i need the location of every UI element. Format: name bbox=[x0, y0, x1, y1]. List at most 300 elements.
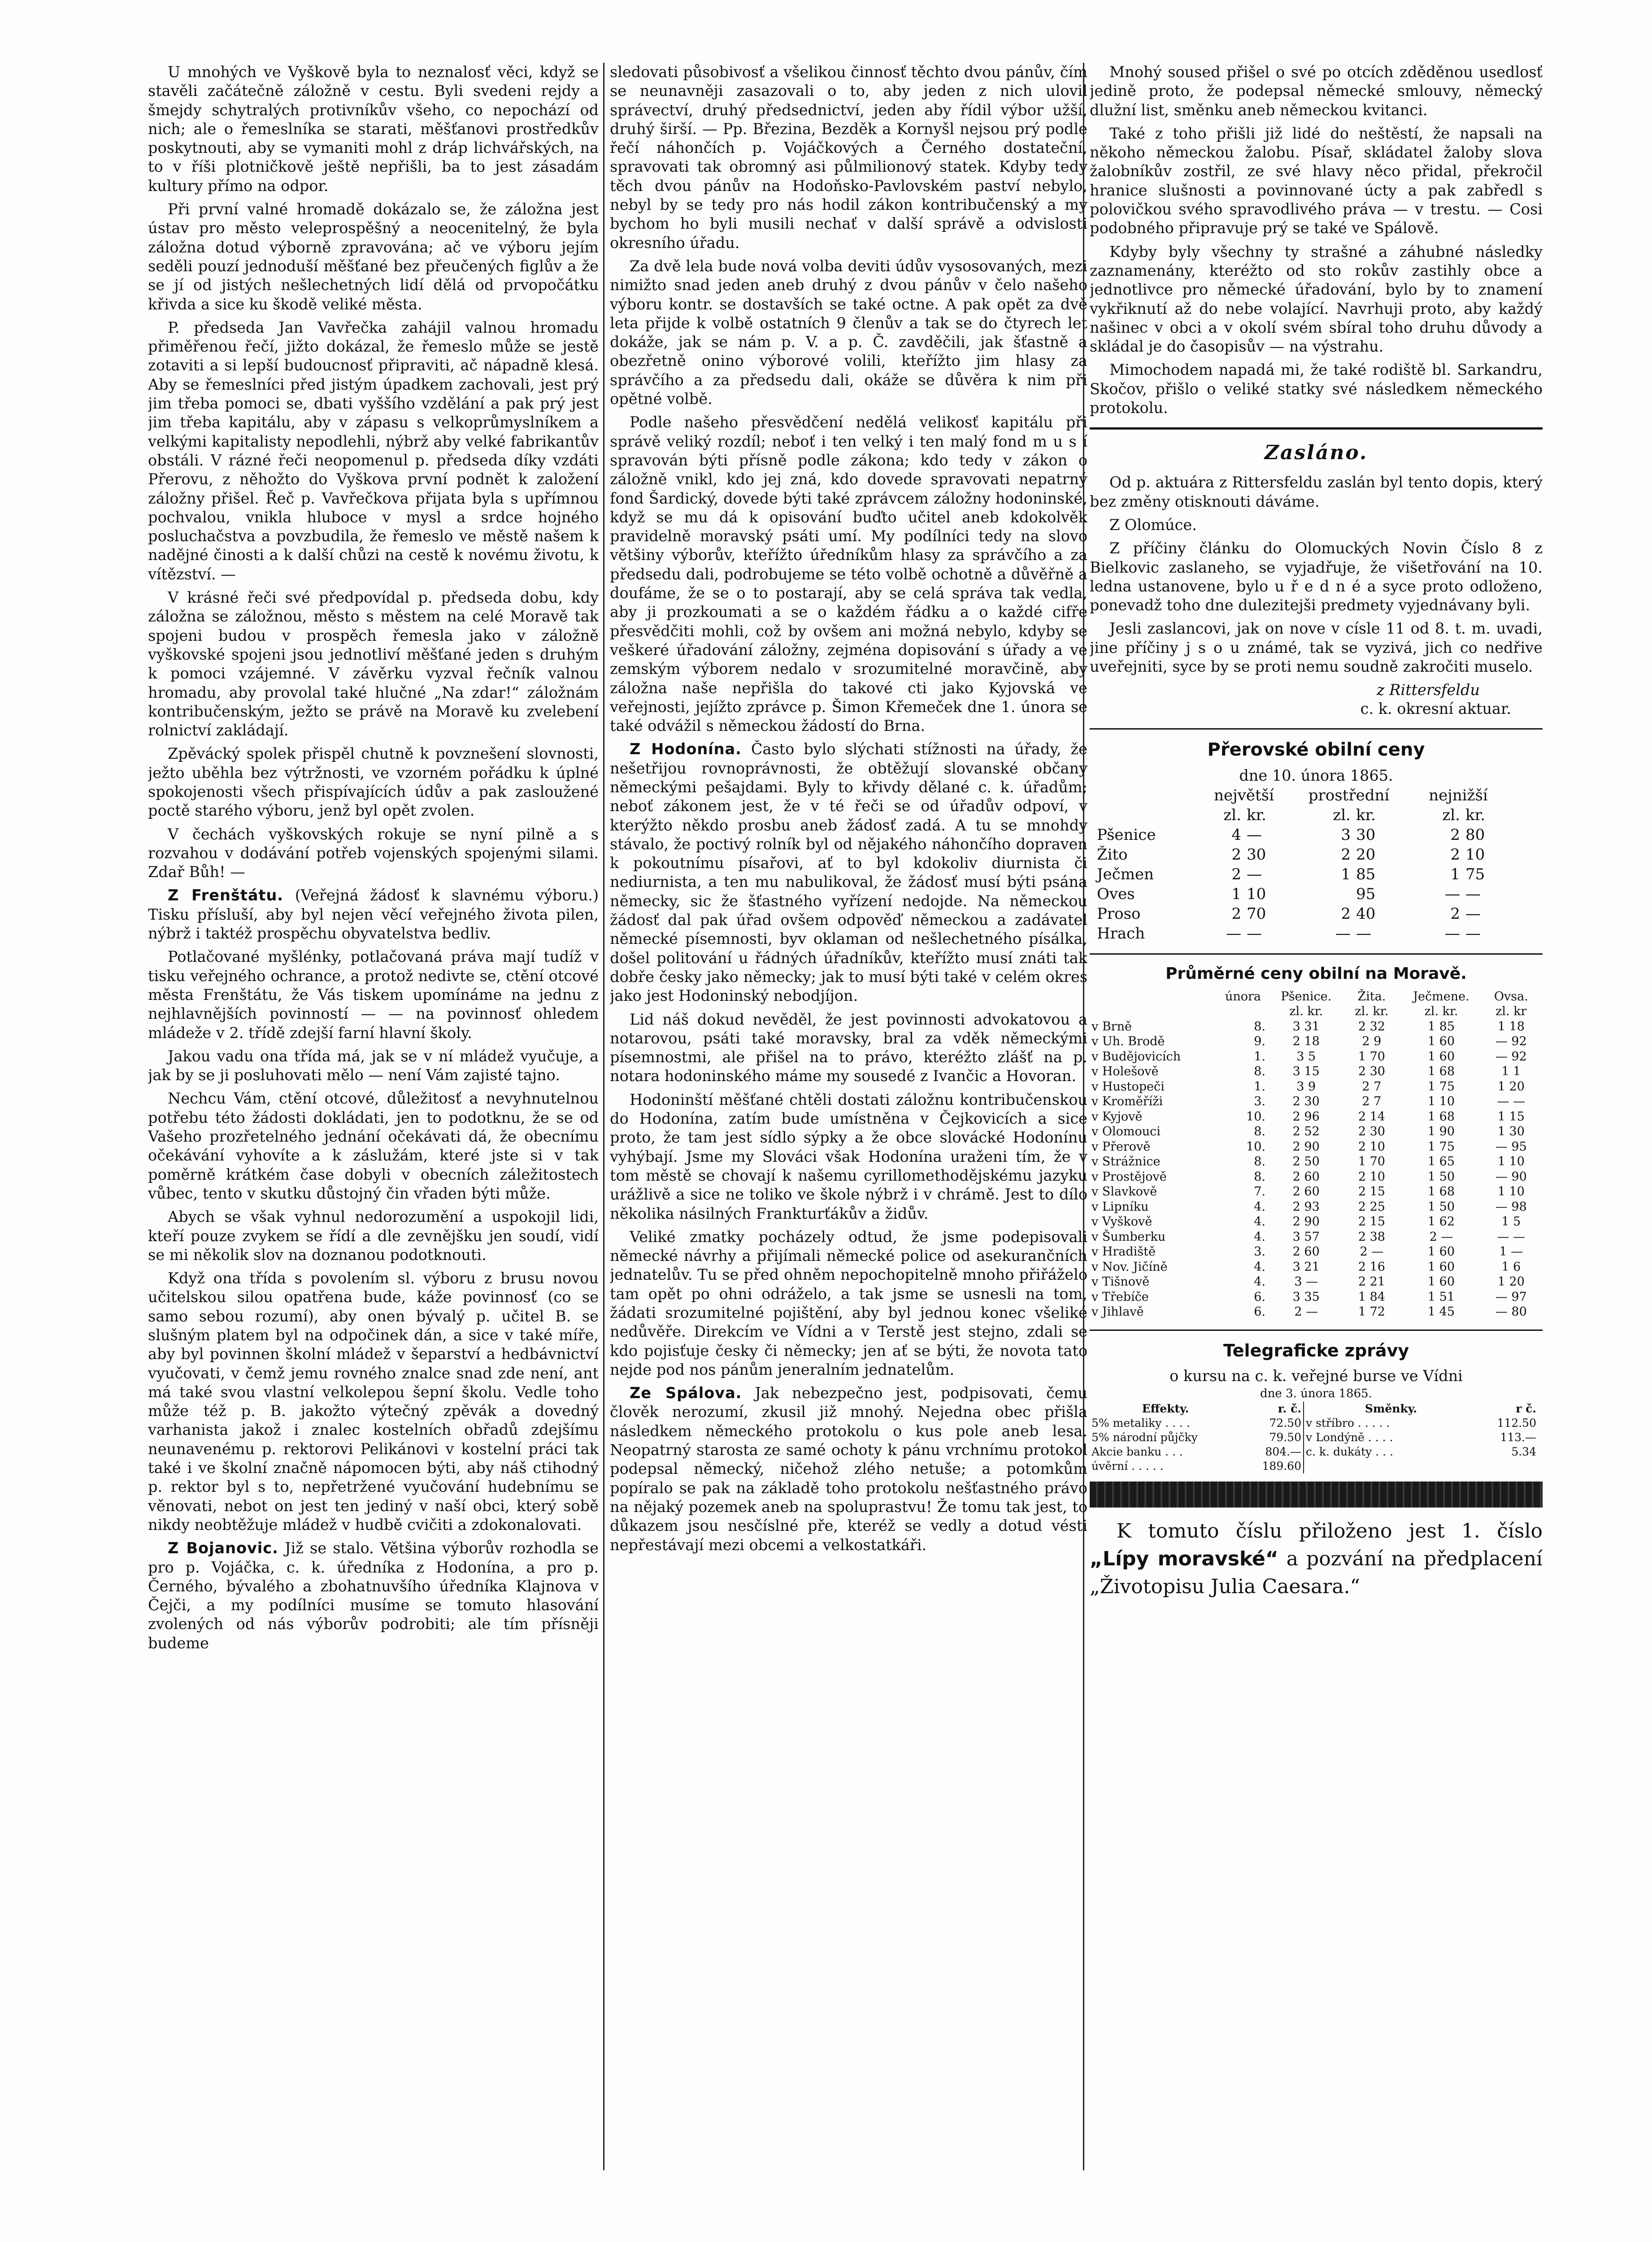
grain-cell: 2 bbox=[1450, 904, 1460, 923]
moravia-cell: 2 93 bbox=[1292, 1199, 1320, 1214]
table-row bbox=[1090, 1019, 1538, 1034]
moravia-town: v Hustopeči bbox=[1091, 1079, 1165, 1094]
paragraph-text: Kdyby byly všechny ty strašné a záhubné následky zaznamenány, kteréžto od sto rokův zastihly obce a jednotlivce pro německé úřadování, bylo by to znamení vykřiknutí až do nebe volající. Navrhuji proto, aby každý našinec v obci a v okolí svém sbíral toho druhu důvody a skládal je do časopisův — na výstrahu. bbox=[1090, 243, 1543, 356]
grain-unit: zl. bbox=[1333, 806, 1351, 824]
paragraph-text: sledovati působivosť a všelikou činnosť těchto dvou pánův, čím se neunavněji zasazovali o to, aby jeden z nich ulovil správectví, druhý předsednictví, jeden aby řídil výbor užší, druhý širší. — Pp. Březina, Bezděk a Kornyšl nejsou prý podle řečí náhončích p. Vojáčkových a Černého dostateční, spravovati tak obromný asi půlmilionový statek. Kdyby tedy těch dvou pánův na Hodoňsko-Pavlovském paství nebylo, nebyl by se tedy pro nás hodil zákon kontribučenský a my bychom ho byli musili nechať v další správě a odvislosti okresního úřadu. bbox=[610, 63, 1087, 252]
moravia-cell: 1 1 bbox=[1501, 1065, 1521, 1079]
moravia-cell: 1 85 bbox=[1427, 1019, 1455, 1034]
moravia-cell: 1 — bbox=[1499, 1245, 1523, 1259]
table-row bbox=[1090, 1094, 1538, 1109]
signature-name: z Rittersfeldu bbox=[1376, 681, 1480, 699]
column-middle bbox=[610, 63, 1087, 1559]
paragraph-text: Potlačované myšlénky, potlačovaná práva mají tudíž v tisku veřejného ochrance, a protož nedivte se, ctění otcové města Frenštátu, že Vás tiskem upomínáme na jednu z nejhlavnějších povinností — — na povinnosť ohledem mládeže v 2. třídě zdejší farní hlavní školy. bbox=[148, 948, 599, 1042]
paragraph bbox=[610, 1228, 1087, 1379]
paragraph-text: Podle našeho přesvědčení nedělá velikosť kapitálu při správě veliký rozdíl; neboť i ten velký i ten malý fond m u s í spravován býti přísně podle zákona; kdo tedy v zákon o záložně vnikl, kdo jej zná, kdo dovede spravovati nepatrný fond Šardický, dovede býti také zprávcem záložny hodoninské, když se mu dá k opisování buďto učitel aneb kdokolvěk pravidelně moravský psáti umí. My podílníci tedy na slovo většiny výborův, kteřížto úředníkům hlasy za správčího a za předsedu dali, podrobujeme se této volbě ochotně a důvěřně a doufáme, že se o to postarají, aby se celá správa tak vedla, aby ji prozkoumati a se o každém řádku a o každé cifře přesvědčiti mohli, což by ovšem ani možná nebylo, kdyby se veškeré úřadování záložny, zejména dopisování s úřady a ve zemským výborem nedalo v srozumitelné moravčině, aby záložna naše nepřišla do takové cti jako Kyjovská ve veřejnosti, jejížto zprávce p. Šimon Křemeček dne 1. února se také odvážil s německou žádostí do Brna. bbox=[610, 413, 1087, 735]
moravia-town: v Brně bbox=[1091, 1019, 1132, 1034]
moravia-cell: — 95 bbox=[1495, 1139, 1527, 1154]
grain-cell: 95 bbox=[1356, 885, 1376, 903]
paragraph bbox=[1090, 516, 1543, 534]
moravia-cell: 1 50 bbox=[1427, 1169, 1455, 1184]
moravia-cell: 1 45 bbox=[1427, 1305, 1455, 1319]
moravia-cell: 10. bbox=[1246, 1139, 1265, 1154]
moravia-town: v Hradiště bbox=[1091, 1245, 1156, 1259]
paragraph bbox=[148, 200, 599, 314]
section-divider bbox=[1090, 1330, 1543, 1331]
moravia-cell: — 98 bbox=[1495, 1199, 1527, 1214]
moravia-cell: — 90 bbox=[1495, 1169, 1527, 1184]
grain-cell: 2 bbox=[1231, 904, 1241, 923]
moravia-cell: 3. bbox=[1254, 1245, 1265, 1259]
telegraph-header: Směnky. bbox=[1365, 1402, 1417, 1415]
moravia-cell: 1 60 bbox=[1427, 1049, 1455, 1064]
paragraph bbox=[148, 1047, 599, 1085]
paragraph-text: Při první valné hromadě dokázalo se, že záložna jest ústav pro město veleprospěšný a neocenitelný, že byla záložna dotud výborně zpravována; ač ve výboru jejím seděli pouzí jednoduší měšťané bez přeučených figlův a že se jí od jistých nešlechetných lidí dělá od prvopočátku křivda a sice ku škodě veliké města. bbox=[148, 200, 599, 313]
table-row bbox=[1094, 924, 1513, 943]
grain-cell: 75 bbox=[1465, 865, 1485, 883]
grain-cell bbox=[1294, 884, 1353, 904]
moravia-cell: 2 90 bbox=[1292, 1215, 1320, 1229]
telegraph-cell: c. k. dukáty . . . bbox=[1306, 1445, 1393, 1458]
grain-cell: 2 bbox=[1341, 904, 1351, 923]
moravia-cell: 2 15 bbox=[1358, 1185, 1385, 1199]
paragraph-text: U mnohých ve Vyškově byla to neznalosť věci, když se stavěli začátečně záložně v cestu. Byli svedeni rejdy a šmejdy schytralých protivníkův všeho, co nepochází od nich; ale o řemeslníka se starati, měšťanovi prostředkův poskytnouti, aby se vymaniti mohl z dráp lichvářských, na to v říši plotničkově ještě nepřišli, ba to jest zásadám kultury přímo na odpor. bbox=[148, 63, 599, 195]
moravia-cell: 1 84 bbox=[1358, 1290, 1385, 1304]
moravia-cell: 1 51 bbox=[1427, 1290, 1455, 1304]
paragraph-text: Mimochodem napadá mi, že také rodiště bl. Sarkandru, Skočov, přišlo o veliké statky své následkem německého protokolu. bbox=[1090, 361, 1543, 417]
telegraph-date: dne 3. února 1865. bbox=[1260, 1386, 1372, 1400]
paragraph bbox=[1090, 243, 1543, 356]
moravia-town: v Třebíče bbox=[1091, 1290, 1149, 1304]
moravia-cell: 6. bbox=[1254, 1290, 1265, 1304]
telegraph-cell: 5.34 bbox=[1511, 1445, 1536, 1458]
paragraph-text: Často bylo slýchati stížnosti na úřady, že nešetřijou rovnoprávnosti, že obtěžují slovanské občany německými pešajdami. Byly to křivdy dělané c. k. úřadům; neboť zákonem jest, že v té řeči se od úřadův odpoví, v kterýžto někdo prosbu aneb žádosť zadá. A tu se mnohdy stávalo, že poctivý rolník byl od nějakého náhončího dopraven k pokoutnímu písařovi, ať to byl kdokoliv diurnista či nediurnista, a ten mu nabulikoval, že žádosť musí býti psána německy, sic že šťastného vyřízení nedojde. Na německou žádosť dal pak úřad ovšem odpověď německou a zadávatel německé písemnosti, byv oklaman od nešlechetného písálka, došel politování u řádných úřadníkův, kteřížto musí znáti tak dobře česky jako německy; jak to musí býti také v celém okres jako jest Hodoninský nebodjíjon. bbox=[610, 740, 1087, 1005]
moravia-cell: 1 10 bbox=[1427, 1095, 1455, 1109]
grain-cell: — bbox=[1445, 924, 1460, 943]
table-row bbox=[1090, 1049, 1538, 1065]
moravia-cell: 3 9 bbox=[1296, 1079, 1316, 1094]
grain-prices-date: dne 10. února 1865. bbox=[1239, 767, 1393, 785]
signature-title: c. k. okresní aktuar. bbox=[1360, 700, 1511, 718]
moravia-cell: 2 38 bbox=[1358, 1230, 1385, 1244]
moravia-cell: 3 57 bbox=[1292, 1230, 1320, 1244]
moravia-town: v Vyškově bbox=[1091, 1215, 1152, 1229]
grain-label: Hrach bbox=[1097, 924, 1145, 943]
telegraph-cell: v Londýně . . . . bbox=[1306, 1430, 1393, 1444]
paragraph-text: Za dvě lela bude nová volba deviti údův vysosovaných, mezi nimižto snad jeden aneb druhý z dvou pánův v čelo našeho výboru kontr. se dostavších se také octne. A pak opět za dvě leta přijde k volbě ostatních 9 členův a tak se do čtyrech let dokáže, jak se nám p. V. a p. Č. zavděčili, jak šťastně a obezřetně onino výborové volili, kteřížto jim hlasy za správčího a za předsedu dali, okáže se důvěra k nim při opětné volbě. bbox=[610, 257, 1087, 408]
paragraph bbox=[610, 1091, 1087, 1223]
telegraph-cell: 5% metaliky . . . . bbox=[1091, 1416, 1190, 1429]
telegraph-cell: 72.50 bbox=[1241, 1416, 1304, 1430]
moravia-cell: 1. bbox=[1254, 1079, 1265, 1094]
grain-unit: zl. bbox=[1223, 806, 1241, 824]
moravia-cell: 1 75 bbox=[1427, 1079, 1455, 1094]
moravia-cell: 1 65 bbox=[1427, 1155, 1455, 1169]
table-row bbox=[1094, 904, 1513, 924]
table-row bbox=[1090, 1034, 1538, 1049]
telegraph-header: Effekty. bbox=[1142, 1402, 1189, 1415]
grain-cell: — bbox=[1356, 924, 1371, 943]
moravia-town: v Jihlavě bbox=[1091, 1305, 1144, 1319]
moravia-cell: 8. bbox=[1254, 1125, 1265, 1139]
grain-cell: 1 bbox=[1450, 865, 1460, 883]
grain-unit: kr. bbox=[1247, 806, 1266, 824]
grain-cell: 3 bbox=[1341, 826, 1351, 844]
moravia-cell: 7. bbox=[1254, 1185, 1265, 1199]
moravia-town: v Budějovicích bbox=[1091, 1049, 1181, 1064]
grain-cell: 2 bbox=[1341, 845, 1351, 864]
moravia-cell: 4. bbox=[1254, 1260, 1265, 1274]
grain-cell: 10 bbox=[1465, 845, 1485, 864]
moravia-header: února bbox=[1225, 989, 1261, 1004]
moravia-cell: 1 15 bbox=[1497, 1109, 1525, 1124]
grain-cell: — bbox=[1465, 885, 1481, 903]
moravia-cell: 1 5 bbox=[1501, 1215, 1521, 1229]
column-rule bbox=[603, 63, 604, 2170]
moravia-cell: 2 30 bbox=[1358, 1065, 1385, 1079]
grain-cell: 80 bbox=[1465, 826, 1485, 844]
moravia-cell: 1 20 bbox=[1497, 1275, 1525, 1289]
telegraph-table bbox=[1090, 1402, 1538, 1473]
grain-cell: 2 bbox=[1231, 845, 1241, 864]
moravia-cell: 1 30 bbox=[1497, 1125, 1525, 1139]
moravia-cell: 3 31 bbox=[1292, 1019, 1320, 1034]
table-row bbox=[1090, 1064, 1538, 1079]
moravia-cell: — — bbox=[1497, 1095, 1526, 1109]
moravia-cell: 2 60 bbox=[1292, 1169, 1320, 1184]
telegraph-cell: 189.60 bbox=[1241, 1459, 1304, 1473]
moravia-cell: 2 21 bbox=[1358, 1275, 1385, 1289]
grain-prices-table bbox=[1094, 786, 1513, 943]
section-heading: Ze Spálova. bbox=[630, 1384, 742, 1402]
table-row bbox=[1090, 1445, 1538, 1459]
moravia-town: v Uh. Brodě bbox=[1091, 1034, 1165, 1049]
paragraph bbox=[148, 947, 599, 1042]
moravia-cell: 1 70 bbox=[1358, 1049, 1385, 1064]
moravia-header: Ovsa. bbox=[1494, 989, 1528, 1004]
grain-cell: 1 bbox=[1341, 865, 1351, 883]
moravia-cell: 1. bbox=[1254, 1049, 1265, 1064]
moravia-cell: 1 68 bbox=[1427, 1065, 1455, 1079]
grain-cell: — bbox=[1226, 924, 1241, 943]
moravia-cell: 2 7 bbox=[1362, 1079, 1382, 1094]
grain-cell: 85 bbox=[1356, 865, 1376, 883]
paragraph bbox=[148, 1269, 599, 1534]
article-spalov bbox=[610, 1384, 1087, 1555]
table-row bbox=[1094, 825, 1513, 845]
grain-cell: 1 bbox=[1231, 885, 1241, 903]
grain-cell: — bbox=[1247, 924, 1262, 943]
moravia-cell: 2 — bbox=[1429, 1230, 1453, 1244]
paragraph-text: V krásné řeči své předpovídal p. předseda dobu, kdy záložna se záložnou, město s městem na celé Moravě tak spojeni budou v prospěch řemesla jako v záložně vyškovské spojeni jsou jednotliví měšťané jeden s druhým k pomoci vzájemné. V závěrku vyzval řečník valnou hromadu, aby provolal také hlučné „Na zdar!“ záložnám kontribučenským, ježto se právě na Moravě ku zvelebení rolnictví zakládají. bbox=[148, 589, 599, 739]
paragraph bbox=[148, 63, 599, 196]
moravia-cell: 10. bbox=[1246, 1109, 1265, 1124]
telegraph-cell: v stříbro . . . . . bbox=[1306, 1416, 1390, 1429]
section-divider bbox=[1090, 427, 1543, 430]
grain-label: Oves bbox=[1097, 885, 1135, 903]
table-row bbox=[1090, 1416, 1538, 1430]
moravia-cell: 2 — bbox=[1294, 1305, 1318, 1319]
notice-text: a pozvání na předplacení „Životopisu Julia Caesara.“ bbox=[1090, 1547, 1543, 1598]
moravia-cell: 2 32 bbox=[1358, 1019, 1385, 1034]
telegraph-cell: 79.50 bbox=[1241, 1430, 1304, 1445]
telegraph-cell: úvěrní . . . . . bbox=[1091, 1459, 1164, 1473]
moravia-cell: 3 5 bbox=[1296, 1049, 1316, 1064]
paragraph bbox=[610, 63, 1087, 252]
moravia-cell: 1 20 bbox=[1497, 1079, 1525, 1094]
table-row bbox=[1090, 1169, 1538, 1185]
table-row bbox=[1090, 1459, 1538, 1473]
moravia-cell: — 92 bbox=[1495, 1049, 1527, 1064]
moravia-cell: 2 25 bbox=[1358, 1199, 1385, 1214]
table-row bbox=[1090, 1260, 1538, 1275]
moravia-prices-title: Průměrné ceny obilní na Moravě. bbox=[1165, 964, 1467, 983]
article-frenstat bbox=[148, 886, 599, 943]
moravia-header bbox=[1090, 989, 1219, 1004]
paragraph bbox=[148, 1089, 599, 1203]
moravia-town: v Šumberku bbox=[1091, 1230, 1166, 1244]
telegraph-header: r. č. bbox=[1241, 1402, 1304, 1416]
grain-unit: kr. bbox=[1465, 806, 1485, 824]
moravia-cell: 2 15 bbox=[1358, 1215, 1385, 1229]
paragraph-text: Abych se však vyhnul nedorozumění a uspokojil lidi, kteří pouze zvykem se řídí a dle zevnějšku jen soudí, vidí se mi několik slov na doznanou podotknouti. bbox=[148, 1208, 599, 1264]
paragraph-text: Lid náš dokud nevěděl, že jest povinnosti advokatovou a notarovou, psáti také moravsky, bral za vděk německými písemnostmi, ale přišel na to právo, kteréžto zlášť na p. notara hodoninského máme my sousedé z Ivančic a Hovoran. bbox=[610, 1010, 1087, 1085]
grain-cell: — bbox=[1465, 924, 1481, 943]
grain-cell: — bbox=[1247, 826, 1262, 844]
section-heading: Z Frenštátu. bbox=[168, 886, 284, 904]
telegraph-cell: 804.— bbox=[1241, 1445, 1304, 1459]
table-row bbox=[1090, 1079, 1538, 1095]
table-row bbox=[1090, 1214, 1538, 1230]
moravia-cell: 1 75 bbox=[1427, 1139, 1455, 1154]
moravia-town: v Holešově bbox=[1091, 1065, 1159, 1079]
moravia-cell: 1 50 bbox=[1427, 1199, 1455, 1214]
moravia-unit: zl. kr. bbox=[1424, 1004, 1458, 1019]
moravia-cell: 2 60 bbox=[1292, 1185, 1320, 1199]
moravia-cell: 2 10 bbox=[1358, 1139, 1385, 1154]
grain-cell: — bbox=[1335, 924, 1351, 943]
moravia-cell: 1 6 bbox=[1501, 1260, 1521, 1274]
moravia-cell: 4. bbox=[1254, 1215, 1265, 1229]
grain-cell: 30 bbox=[1356, 826, 1376, 844]
table-row bbox=[1090, 1184, 1538, 1199]
section-heading: Z Bojanovic. bbox=[168, 1539, 278, 1557]
telegraph-title: Telegraficke zprávy bbox=[1223, 1340, 1409, 1360]
grain-label: Pšenice bbox=[1097, 826, 1156, 844]
paragraph-text: Nechcu Vám, ctění otcové, důležitosť a nevyhnutelnou potřebu této žádosti dokládati, jen to podotknu, že se od Vašeho prozřetelného jednání očekávati dá, že obecnímu očekávání vyhovíte a k záslužám, které jste si v tak poměrně krátkém čase dobyli v obecních záležitostech vůbec, tento v skutku důstojný čin vřaden býti může. bbox=[148, 1090, 599, 1202]
paragraph bbox=[148, 588, 599, 740]
paragraph bbox=[1090, 473, 1543, 511]
section-divider bbox=[1090, 953, 1543, 955]
grain-header: nejnižší bbox=[1429, 786, 1488, 804]
moravia-header: Žita. bbox=[1357, 989, 1386, 1004]
paragraph bbox=[610, 1010, 1087, 1086]
table-row bbox=[1090, 1154, 1538, 1169]
paragraph-text: Již se stalo. Většina výborův rozhodla se pro p. Vojáčka, c. k. úředníka z Hodonína, a pro p. Černého, bývalého a zbohatnuvšího úředníka Klajnova v Čejči, a my podílníci musíme se tomuto hlasování zvolených od nás výborův podrobiti; ale tím přísněji budeme bbox=[148, 1539, 599, 1652]
moravia-town: v Strážnice bbox=[1091, 1155, 1161, 1169]
moravia-cell: 1 90 bbox=[1427, 1125, 1455, 1139]
grain-prices-title: Přerovské obilní ceny bbox=[1207, 739, 1425, 760]
paragraph bbox=[1090, 619, 1543, 676]
moravia-unit: zl. kr bbox=[1495, 1004, 1527, 1019]
moravia-unit: zl. kr. bbox=[1289, 1004, 1323, 1019]
moravia-cell: 8. bbox=[1254, 1169, 1265, 1184]
supplement-notice bbox=[1090, 1517, 1543, 1601]
table-row bbox=[1094, 865, 1513, 884]
grain-cell: 2 bbox=[1450, 826, 1460, 844]
moravia-cell: 3 21 bbox=[1292, 1260, 1320, 1274]
notice-title: „Lípy moravské“ bbox=[1090, 1547, 1278, 1570]
moravia-cell: 1 68 bbox=[1427, 1109, 1455, 1124]
paragraph-text: Také z toho přišli již lidé do neštěstí, že napsali na někoho německou žalobu. Písař, skládatel žaloby slova žalobníkův zostřil, ze své hlavy něco přidal, překročil hranice slušnosti a povinnované úcty a pak zabředl s polovičkou svého spravodlivého práva — v trestu. — Cosi podobného připravuje prý se také ve Spálově. bbox=[1090, 124, 1543, 237]
moravia-cell: 1 10 bbox=[1497, 1155, 1525, 1169]
moravia-cell: 1 68 bbox=[1427, 1185, 1455, 1199]
moravia-cell: 3 15 bbox=[1292, 1065, 1320, 1079]
table-row bbox=[1090, 1139, 1538, 1155]
moravia-cell: 6. bbox=[1254, 1305, 1265, 1319]
moravia-town: v Slavkově bbox=[1091, 1185, 1157, 1199]
paragraph bbox=[148, 1208, 599, 1264]
moravia-town: v Prostějově bbox=[1091, 1169, 1167, 1184]
moravia-town: v Tišnově bbox=[1091, 1275, 1150, 1289]
moravia-cell: 1 18 bbox=[1497, 1019, 1525, 1034]
grain-unit: kr. bbox=[1356, 806, 1376, 824]
section-divider bbox=[1090, 728, 1543, 730]
article-hodonin bbox=[610, 740, 1087, 1005]
moravia-cell: 2 60 bbox=[1292, 1245, 1320, 1259]
moravia-header: Pšenice. bbox=[1281, 989, 1332, 1004]
paragraph bbox=[148, 825, 599, 882]
zaslano-heading: Zasláno. bbox=[1264, 441, 1368, 465]
telegraph-cell bbox=[1304, 1459, 1478, 1473]
moravia-cell: 9. bbox=[1254, 1034, 1265, 1049]
paragraph-text: Zpěvácký spolek přispěl chutně k povznešení slovnosti, ježto uběhla bez výtržnosti, ve vzorném pořádku k úplné spokojenosti všech přispívajících údův a pak zasloužené poctě starého výboru, jenž byl opět zvolen. bbox=[148, 745, 599, 820]
grain-cell: 2 bbox=[1231, 865, 1241, 883]
moravia-cell: 8. bbox=[1254, 1155, 1265, 1169]
moravia-cell: 1 60 bbox=[1427, 1245, 1455, 1259]
moravia-cell: 1 72 bbox=[1358, 1305, 1385, 1319]
paragraph bbox=[1090, 124, 1543, 238]
moravia-cell: 4. bbox=[1254, 1230, 1265, 1244]
grain-cell: — bbox=[1445, 885, 1460, 903]
table-row bbox=[1094, 845, 1513, 865]
table-row bbox=[1090, 1109, 1538, 1125]
grain-cell: 70 bbox=[1247, 904, 1266, 923]
moravia-prices-body bbox=[1090, 1019, 1538, 1320]
paragraph-text: Veliké zmatky pocházely odtud, že jsme podepisovali německé návrhy a přijímali německé police od asekurančních jednatelův. Tu se před ohněm nepochopitelně mnoho přiřáželo tam opět po ohni odráželo, a tak jsme se usnesli na tom, žádati srozumitelné pojištění, aby byl jednou konec všeliké nedůvěře. Direkcím ve Vídni a v Terstě jest stejno, zdali se kdo pojisťuje česky či německy; jen ať se býti, že novota tato nejde pod nos pánům jeneralním jednatelům. bbox=[610, 1228, 1087, 1378]
moravia-town: v Kyjově bbox=[1091, 1109, 1143, 1124]
moravia-cell: 3 35 bbox=[1292, 1290, 1320, 1304]
moravia-town: v Olomouci bbox=[1091, 1125, 1161, 1139]
moravia-cell: — 92 bbox=[1495, 1034, 1527, 1049]
table-row bbox=[1090, 1274, 1538, 1290]
telegraph-subtitle: o kursu na c. k. veřejné burse ve Vídni bbox=[1169, 1367, 1463, 1385]
grain-cell: 4 bbox=[1231, 826, 1241, 844]
moravia-cell: 2 16 bbox=[1358, 1260, 1385, 1274]
table-row bbox=[1090, 1199, 1538, 1215]
table-row bbox=[1094, 884, 1513, 904]
paragraph bbox=[1090, 539, 1543, 615]
grain-cell: — bbox=[1465, 904, 1481, 923]
moravia-cell: 2 — bbox=[1360, 1245, 1384, 1259]
paragraph-text: (Veřejná žádosť k slavnému výboru.) Tisku přísluší, aby byl nejen věcí veřejného života pilen, nýbrž i taktéž prospěchu obyvatelstva bedliv. bbox=[148, 886, 599, 943]
paragraph bbox=[610, 257, 1087, 408]
moravia-cell: 2 50 bbox=[1292, 1155, 1320, 1169]
paragraph-text: Jakou vadu ona třída má, jak se v ní mládež vyučuje, a jak by se ji posluhovati mělo — není Vám zajisté tajno. bbox=[148, 1047, 599, 1084]
moravia-cell: 2 30 bbox=[1292, 1095, 1320, 1109]
paragraph bbox=[1090, 63, 1543, 120]
paragraph bbox=[610, 413, 1087, 735]
moravia-town: v Přerově bbox=[1091, 1139, 1151, 1154]
grain-label: Proso bbox=[1097, 904, 1141, 923]
telegraph-cell: 5% národní půjčky bbox=[1091, 1430, 1198, 1444]
telegraph-cell bbox=[1478, 1459, 1538, 1473]
moravia-cell: 2 10 bbox=[1358, 1169, 1385, 1184]
paragraph-text: Jesli zaslancovi, jak on nove v císle 11 od 8. t. m. uvadi, jine příčiny j s o u známé, tak se vyzivá, jich co nedřive uveřejniti, syce by se proti nemu soudně zakročiti muselo. bbox=[1090, 620, 1543, 676]
notice-text: K tomuto číslu přiloženo jest 1. číslo bbox=[1117, 1519, 1543, 1542]
moravia-cell: 2 90 bbox=[1292, 1139, 1320, 1154]
moravia-cell: 1 62 bbox=[1427, 1215, 1455, 1229]
column-left bbox=[148, 63, 599, 1657]
grain-header: prostřední bbox=[1308, 786, 1390, 804]
paragraph-text: Mnohý soused přišel o své po otcích zděděnou usedlosť jedině proto, že podepsal německé smlouvy, německý dlužní list, směnku aneb německou kvitanci. bbox=[1090, 63, 1543, 119]
moravia-cell: — — bbox=[1497, 1230, 1526, 1244]
moravia-cell: 2 9 bbox=[1362, 1034, 1382, 1049]
moravia-cell: 8. bbox=[1254, 1065, 1265, 1079]
moravia-cell: 3. bbox=[1254, 1095, 1265, 1109]
ornamental-bar bbox=[1090, 1482, 1543, 1508]
moravia-cell: 1 60 bbox=[1427, 1260, 1455, 1274]
paragraph-text: Z Olomúce. bbox=[1109, 516, 1197, 534]
paragraph bbox=[1090, 361, 1543, 417]
table-row bbox=[1090, 1230, 1538, 1245]
paragraph-text: Z příčiny článku do Olomuckých Novin Číslo 8 z Bielkovic zaslaneho, se vyjadřuje, že višetřování na 10. ledna ustanovene, bylo u ř e d n é a syce proto odloženo, ponevadž toho dne dulezitejši predmety vyjednávany byli. bbox=[1090, 539, 1543, 614]
paragraph-text: P. předseda Jan Vavřečka zahájil valnou hromadu přiměřenou řečí, jižto dokázal, že řemeslo může se jestě zotaviti a si lepší budoucnosť připraviti, ač nápadně klesá. Aby se řemeslníci před jistým úpadkem zachovali, jest prý jim třeba pomoci se, dbati vyššího vzdělání a pak prý jest jim třeba kapitálu, aby v zápasu s velkoprůmyslníkem a velkými kapitalisty nepodlehli, nýbrž aby velké fabrikantův obstáli. V rázné řeči neopomenul p. předseda díky vzdáti Přerovu, z něhožto do Vyškova první podnět k založení záložny přišel. Řeč p. Vavřečkova přijata byla s upřímnou pochvalou, vnikla hluboce v mysl a srdce hojného posluchačstva a povzbudila, že řemeslo ve městě našem k nadějné činosti a k další chůzi na cestě k novému životu, k vítězství. — bbox=[148, 318, 599, 583]
table-row bbox=[1090, 1290, 1538, 1305]
table-row bbox=[1090, 1430, 1538, 1445]
moravia-cell: 2 52 bbox=[1292, 1125, 1320, 1139]
moravia-cell: 3 — bbox=[1294, 1275, 1318, 1289]
grain-label: Ječmen bbox=[1097, 865, 1154, 883]
table-row bbox=[1090, 1124, 1538, 1139]
moravia-town: v Kroměříži bbox=[1091, 1095, 1163, 1109]
telegraph-cell: Akcie banku . . . bbox=[1091, 1445, 1183, 1458]
telegraph-cell: 113.— bbox=[1500, 1430, 1536, 1444]
moravia-cell: 4. bbox=[1254, 1275, 1265, 1289]
moravia-cell: 1 10 bbox=[1497, 1185, 1525, 1199]
grain-unit: zl. bbox=[1442, 806, 1460, 824]
moravia-cell: 1 60 bbox=[1427, 1034, 1455, 1049]
moravia-cell: — 80 bbox=[1495, 1305, 1527, 1319]
grain-cell: 2 bbox=[1450, 845, 1460, 864]
moravia-cell: 4. bbox=[1254, 1199, 1265, 1214]
grain-cell: 30 bbox=[1247, 845, 1266, 864]
moravia-cell: 1 60 bbox=[1427, 1275, 1455, 1289]
paragraph-text: Hodoninští měšťané chtěli dostati záložnu kontribučenskou do Hodonína, zatím bude umístněna v Čejkovicích a sice proto, že tam jest sídlo sýpky a že obce slovácké Hodonínu vyhýbají. Jsme my Slováci však Hodonína uraženi tím, že v tom městě se chovají k našemu cyrillomethodějskému jazyku urážlivě a sice ne toliko ve škole nýbrž i v chrámě. Jest to dílo několika násilných Frankturťákův a židův. bbox=[610, 1091, 1087, 1222]
paragraph-text: Když ona třída s povolením sl. výboru z brusu novou učitelskou silou opatřena bude, káže povinnosť (co se samo sebou rozumí), aby onen bývalý p. učitel B. se slušným platem byl na odpočinek dán, a sice v také míře, aby byl povinnen školní mládež v šeparství a hedbávnictví vyučovati, v čemž jemu rovného znalce snad zde není, ant má také svou vlastní velkolepou šepní školu. Vedle toho může též p. B. jakožto výtečný zpěvák a dovedný varhanista jakož i znalec kostelních obřadů zdejšímu neunavenému p. rektorovi Pelikánovi v kostelní práci tak také i ve školní značně nápomocen býti, aby náš ctihodný p. rektor byl s to, nepřetržené vyučování hudebnímu se věnovati, nebot on jest ten jediný v naší obci, který sobě nikdy neobtěžuje mládež v hudbě cvičiti a zdokonalovati. bbox=[148, 1269, 599, 1534]
moravia-cell: 8. bbox=[1254, 1019, 1265, 1034]
paragraph-text: V čechách vyškovských rokuje se nyní pilně a s rozvahou v dodávání potřeb vojenských spojenými silami. Zdař Bůh! — bbox=[148, 825, 599, 881]
grain-cell: — bbox=[1247, 865, 1262, 883]
table-row bbox=[1090, 1304, 1538, 1320]
paragraph-text: Od p. aktuára z Rittersfeldu zaslán byl tento dopis, který bez změny otisknouti dáváme. bbox=[1090, 474, 1543, 510]
paragraph-text: Jak nebezpečno jest, podpisovati, čemu člověk nerozumí, zkusil již mnohý. Nejedna obec přišla následkem německého protokolu o kus pole aneb lesa. Neopatrný starosta ze samé ochoty k pánu vrchnímu protokol podepsal německý, ničehož zlého netuše; a potomkům popíralo se pak na základě toho protokolu nešťastného právo na nějaký pozemek aneb na spoluprastvu! Že tomu tak jest, to důkazem jsou nesčíslné pře, kteréž se vedly a dotud vésti nepřestávají mezi obcemi a velkostatkáři. bbox=[610, 1384, 1087, 1554]
article-bojanovic bbox=[148, 1539, 599, 1653]
moravia-cell: 2 96 bbox=[1292, 1109, 1320, 1124]
moravia-town: v Lipníku bbox=[1091, 1199, 1149, 1214]
grain-cell: 20 bbox=[1356, 845, 1376, 864]
grain-cell: 10 bbox=[1247, 885, 1266, 903]
column-right bbox=[1090, 63, 1543, 1601]
